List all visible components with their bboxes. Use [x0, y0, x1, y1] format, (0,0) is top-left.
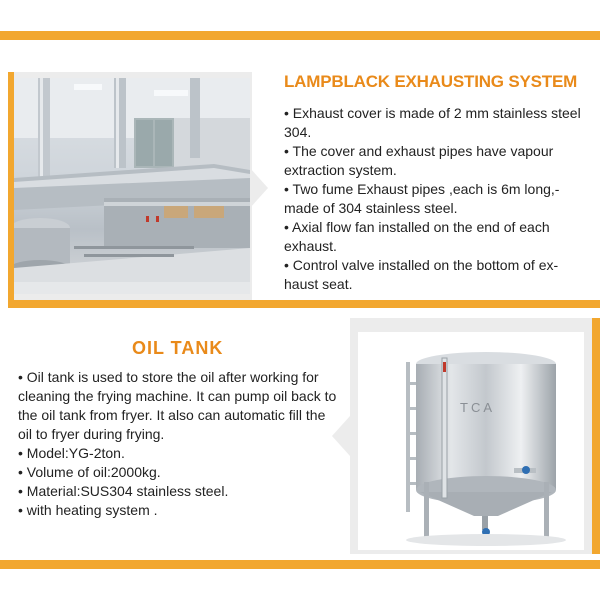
top-accent-bar — [0, 31, 600, 40]
exhaust-line-5: • Control valve installed on the bottom of ex-haust seat. — [284, 257, 559, 292]
exhaust-line-1: • Exhaust cover is made of 2 mm stainless steel 304. — [284, 105, 581, 140]
oil-tank-line-5: • with heating system . — [18, 502, 158, 518]
exhaust-section-title: LAMPBLACK EXHAUSTING SYSTEM — [284, 72, 578, 91]
middle-accent-bar — [8, 300, 600, 308]
exhaust-line-4: • Axial flow fan installed on the end of each exhaust. — [284, 219, 550, 254]
bottom-accent-bar — [0, 560, 600, 569]
oil-tank-pointer-arrow — [332, 416, 350, 456]
oil-tank-line-1: • Oil tank is used to store the oil after working for cleaning the frying machine. It can pump oil back to the oil tank from fryer. It also can automatic fill the oil to fryer during frying. — [18, 369, 337, 442]
oil-tank-line-3: • Volume of oil:2000kg. — [18, 464, 161, 480]
exhaust-pointer-arrow — [250, 168, 268, 208]
exhaust-description — [284, 104, 586, 294]
exhaust-line-2: • The cover and exhaust pipes have vapour extraction system. — [284, 143, 554, 178]
oil-tank-photo-accent — [592, 318, 600, 554]
oil-tank-illustration — [358, 332, 584, 550]
exhaust-line-3: • Two fume Exhaust pipes ,each is 6m long,-made of 304 stainless steel. — [284, 181, 560, 216]
tank-logo-text: TCA — [460, 400, 495, 415]
exhaust-system-illustration — [14, 78, 250, 294]
oil-tank-line-4: • Material:SUS304 stainless steel. — [18, 483, 229, 499]
oil-tank-line-2: • Model:YG-2ton. — [18, 445, 125, 461]
oil-tank-photo — [358, 332, 584, 550]
oil-tank-description — [18, 368, 338, 520]
oil-tank-section-title: OIL TANK — [132, 338, 224, 358]
exhaust-system-photo — [14, 78, 250, 294]
